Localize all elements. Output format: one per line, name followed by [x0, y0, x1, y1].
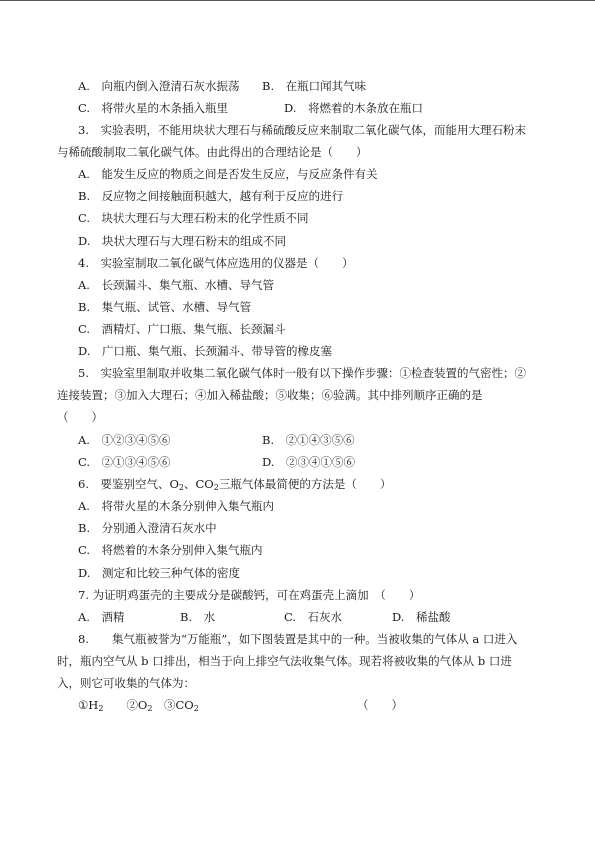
q6-option-a: A. 将带火星的木条分别伸入集气瓶内: [78, 499, 274, 513]
q4-option-a: A. 长颈漏斗、集气瓶、水槽、导气管: [78, 278, 274, 292]
q2-option-c: C. 将带火星的木条插入瓶里: [78, 101, 229, 115]
question-7: 7. 为证明鸡蛋壳的主要成分是碳酸钙，可在鸡蛋壳上滴加 （ ）: [78, 588, 421, 602]
q2-option-a: A. 向瓶内倒入澄清石灰水振荡: [78, 79, 240, 93]
q7-option-a: A. 酒精: [78, 610, 125, 624]
q5-option-a: A. ①②③④⑤⑥: [78, 433, 171, 447]
question-8-line-3: 入，则它可收集的气体为：: [57, 676, 195, 690]
q6-option-b: B. 分别通入澄清石灰水中: [78, 521, 217, 535]
question-3-line-2: 与稀硫酸制取二氧化碳气体。由此得出的合理结论是（ ）: [57, 145, 368, 159]
question-8-line-2: 时，瓶内空气从 b 口排出，相当于向上排空气法收集气体。现若将被收集的气体从 b 口进: [57, 654, 512, 668]
q6-option-d: D. 测定和比较三种气体的密度: [78, 566, 240, 580]
q6-option-c: C. 将燃着的木条分别伸入集气瓶内: [78, 543, 263, 557]
question-8-line-1: 8. 集气瓶被誉为“万能瓶”，如下图装置是其中的一种。当被收集的气体从 a 口进入: [78, 632, 518, 646]
q8-answer-blank: （ ）: [357, 698, 403, 712]
q3-option-c: C. 块状大理石与大理石粉末的化学性质不同: [78, 211, 309, 225]
question-3-line-1: 3. 实验表明，不能用块状大理石与稀硫酸反应来制取二氧化碳气体，而能用大理石粉末: [78, 123, 526, 137]
q3-option-a: A. 能发生反应的物质之间是否发生反应，与反应条件有关: [78, 167, 378, 181]
q5-option-b: B. ②①④③⑤⑥: [262, 433, 355, 447]
q7-option-d: D. 稀盐酸: [392, 610, 451, 624]
question-5-line-1: 5. 实验室里制取并收集二氧化碳气体时一般有以下操作步骤：①检查装置的气密性；②: [78, 366, 526, 380]
q7-option-c: C. 石灰水: [284, 610, 343, 624]
q4-option-d: D. 广口瓶、集气瓶、长颈漏斗、带导管的橡皮塞: [78, 344, 332, 358]
q2-option-d: D. 将燃着的木条放在瓶口: [284, 101, 423, 115]
question-4: 4. 实验室制取二氧化碳气体应选用的仪器是（ ）: [78, 256, 354, 270]
question-6: 6. 要鉴别空气、$O_2$、$CO_2$三瓶气体最简便的方法是（ ）: [78, 477, 392, 492]
q3-option-d: D. 块状大理石与大理石粉末的组成不同: [78, 234, 286, 248]
q5-option-c: C. ②①③④⑤⑥: [78, 455, 171, 469]
question-5-answer-blank: （ ）: [57, 410, 103, 424]
q8-gas-options: $①H_2$ $②O_2$ $③CO_2$: [78, 698, 199, 713]
q3-option-b: B. 反应物之间接触面积越大，越有利于反应的进行: [78, 189, 344, 203]
question-5-line-2: 连接装置；③加入大理石；④加入稀盐酸；⑤收集；⑥验满。其中排列顺序正确的是: [57, 388, 483, 402]
q4-option-b: B. 集气瓶、试管、水槽、导气管: [78, 300, 252, 314]
top-border: [0, 0, 595, 1]
q5-option-d: D. ②③④①⑤⑥: [262, 455, 355, 469]
q4-option-c: C. 酒精灯、广口瓶、集气瓶、长颈漏斗: [78, 322, 286, 336]
q2-option-b: B. 在瓶口闻其气味: [262, 79, 367, 93]
q7-option-b: B. 水: [180, 610, 216, 624]
